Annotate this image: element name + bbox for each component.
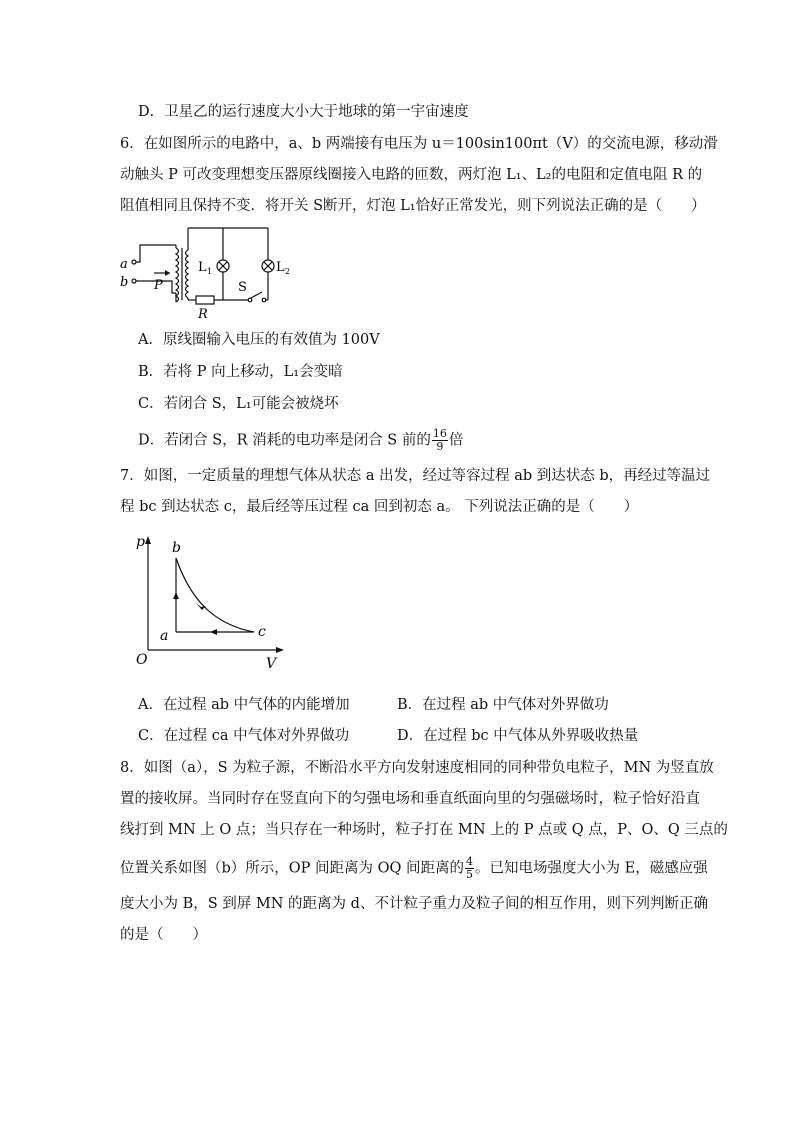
label-state-c: c bbox=[258, 624, 266, 640]
q6-option-b: B．若将 P 向上移动，L₁会变暗 bbox=[138, 364, 343, 380]
process-bc bbox=[176, 558, 254, 632]
q6-stem-line2: 动触头 P 可改变理想变压器原线圈接入电路的匝数，两灯泡 L₁、L₂的电阻和定值电阻 R 的 bbox=[120, 167, 703, 183]
pv-diagram bbox=[130, 532, 290, 674]
label-p: p bbox=[136, 534, 145, 550]
fraction-16-9: $\frac{16}{9}$ bbox=[432, 427, 447, 453]
q6-stem-line1: 6．在如图所示的电路中，a、b 两端接有电压为 u＝100sin100πt（V）的交流电源，移动滑 bbox=[120, 136, 718, 152]
label-L1-sub: 1 bbox=[207, 267, 213, 276]
q8-stem-line4 bbox=[120, 856, 708, 881]
label-V: V bbox=[266, 656, 277, 672]
q8-stem-line2: 置的接收屏。当同时存在竖直向下的匀强电场和垂直纸面向里的匀强磁场时，粒子恰好沿直 bbox=[120, 791, 700, 807]
label-state-a: a bbox=[160, 628, 169, 644]
label-L2: L bbox=[276, 260, 285, 275]
label-L2-sub: 2 bbox=[285, 267, 290, 276]
q8-stem-line3: 线打到 MN 上 O 点；当只存在一种场时，粒子打在 MN 上的 P 点或 Q 点，P、O、Q 三点的 bbox=[120, 822, 728, 838]
q7-option-a: A．在过程 ab 中气体的内能增加 bbox=[138, 697, 350, 713]
label-a: a bbox=[120, 257, 128, 272]
fraction-4-5: $\frac{4}{5}$ bbox=[466, 855, 474, 881]
q6-option-d-suffix: 倍 bbox=[448, 432, 464, 449]
q8-line4-text: 位置关系如图（b）所示，OP 间距离为 OQ 间距离的 bbox=[120, 860, 465, 877]
q7-stem-line1: 7．如图，一定质量的理想气体从状态 a 出发，经过等容过程 ab 到达状态 b，再经过等温过 bbox=[120, 468, 711, 484]
q6-option-c: C．若闭合 S，L₁可能会被烧坏 bbox=[138, 396, 339, 412]
q7-option-c: C．在过程 ca 中气体对外界做功 bbox=[138, 728, 350, 744]
label-P: P bbox=[154, 278, 163, 293]
q6-option-d-text: D．若闭合 S，R 消耗的电功率是闭合 S 前的 bbox=[138, 432, 431, 449]
q6-stem-line3: 阻值相同且保持不变．将开关 S断开，灯泡 L₁恰好正常发光，则下列说法正确的是（ ） bbox=[120, 198, 706, 214]
q6-option-d bbox=[138, 428, 463, 453]
q7-stem-line2: 程 bc 到达状态 c，最后经等压过程 ca 回到初态 a。 下列说法正确的是（ ） bbox=[120, 499, 639, 515]
terminal-b bbox=[132, 279, 136, 283]
label-b: b bbox=[120, 275, 129, 290]
circuit-diagram bbox=[110, 218, 290, 322]
q5-option-d: D．卫星乙的运行速度大小大于地球的第一宇宙速度 bbox=[138, 104, 469, 120]
q8-stem-line6: 的是（ ） bbox=[120, 927, 207, 943]
label-L1: L bbox=[198, 260, 207, 275]
switch-S bbox=[251, 292, 262, 298]
q7-option-b: B．在过程 ab 中气体对外界做功 bbox=[397, 697, 609, 713]
terminal-a bbox=[132, 260, 136, 264]
q8-stem-line1: 8．如图（a），S 为粒子源，不断沿水平方向发射速度相同的同种带负电粒子，MN 为竖直放 bbox=[120, 760, 714, 776]
q6-option-a: A．原线圈输入电压的有效值为 100V bbox=[138, 332, 380, 348]
label-S: S bbox=[238, 280, 247, 295]
label-O: O bbox=[136, 652, 148, 668]
label-R: R bbox=[198, 307, 208, 322]
resistor-R bbox=[196, 296, 214, 304]
q8-stem-line5: 度大小为 B，S 到屏 MN 的距离为 d、不计粒子重力及粒子间的相互作用，则下列判断正确 bbox=[120, 896, 708, 912]
q8-line4-suffix: 。已知电场强度大小为 E，磁感应强 bbox=[475, 860, 708, 877]
q7-option-d: D．在过程 bc 中气体从外界吸收热量 bbox=[397, 728, 639, 744]
label-state-b: b bbox=[172, 540, 181, 556]
